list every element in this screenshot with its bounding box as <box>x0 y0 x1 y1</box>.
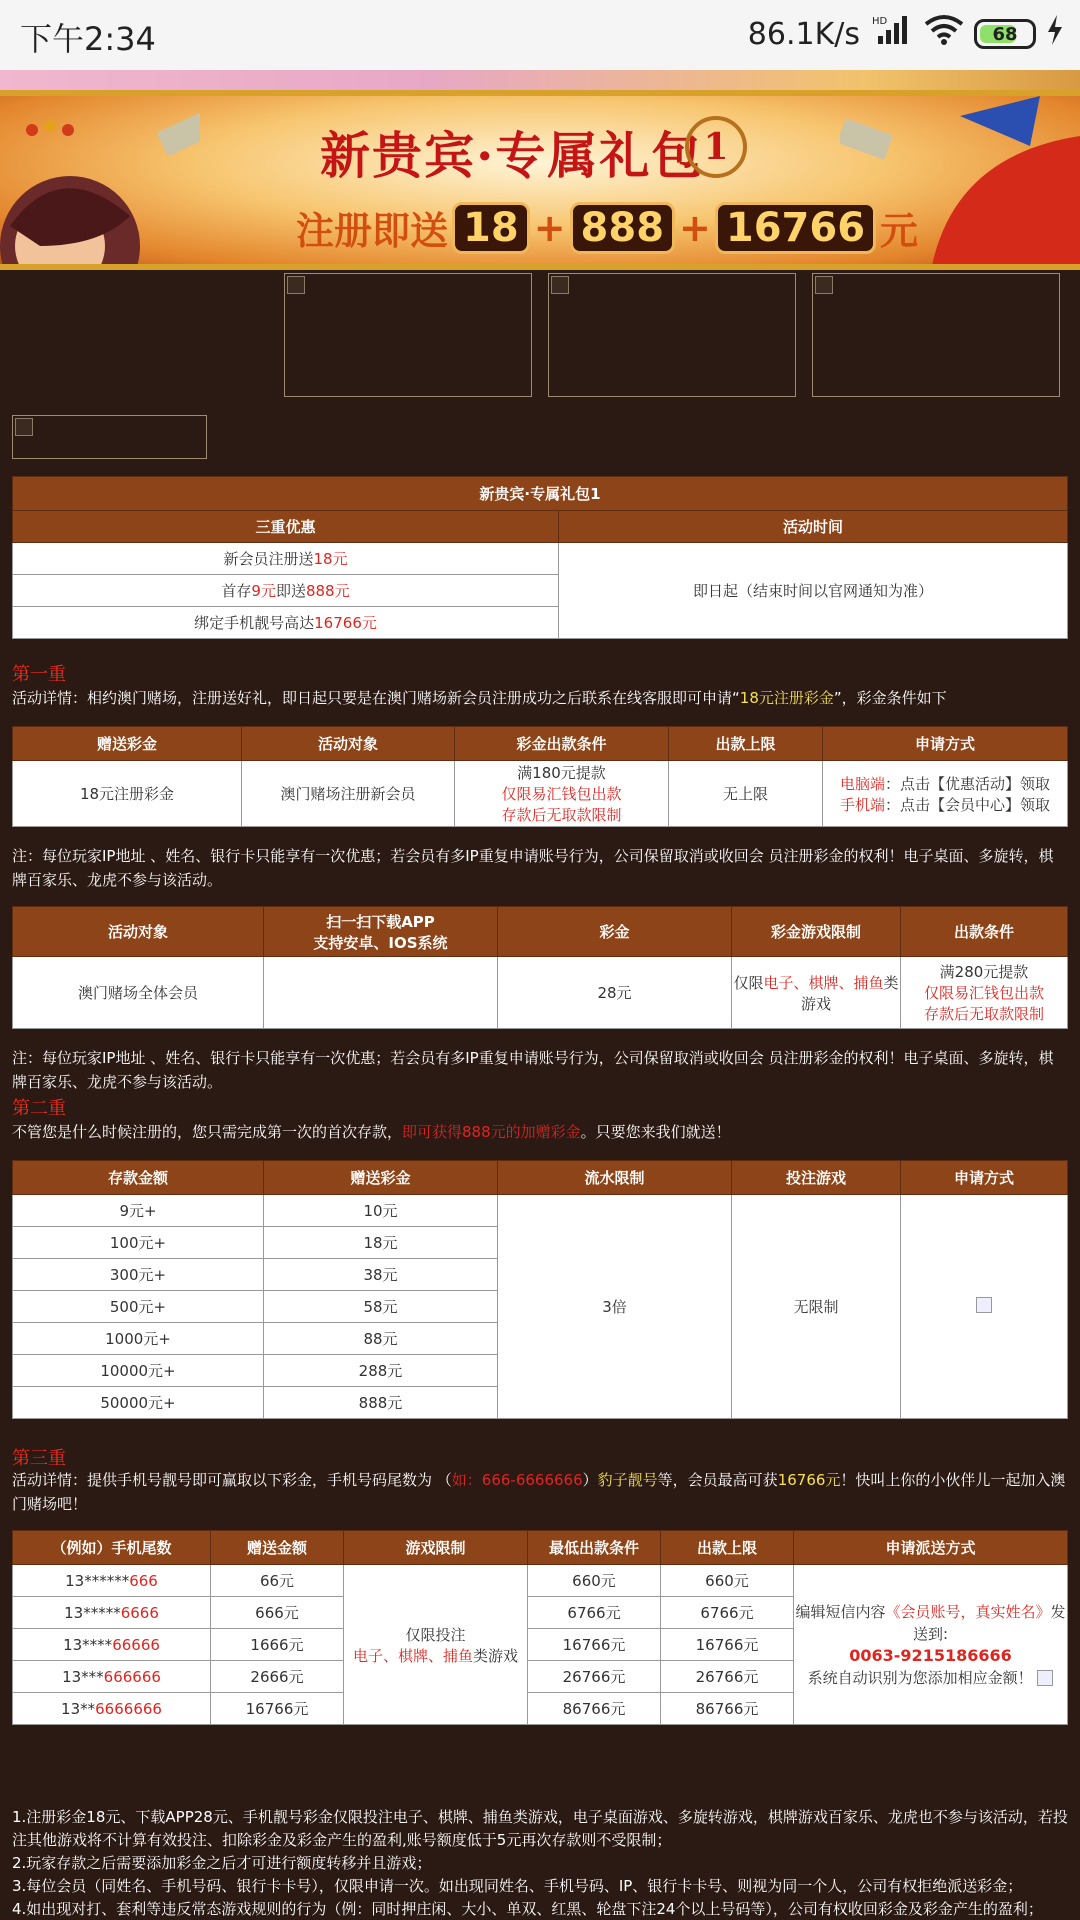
t4-header-min: 最低出款条件 <box>528 1531 661 1565</box>
t1-apply: 电脑端：点击【优惠活动】领取 手机端：点击【会员中心】领取 <box>823 761 1068 827</box>
t3-apply-image[interactable] <box>901 1195 1068 1419</box>
t3-header-flow: 流水限制 <box>498 1161 732 1195</box>
t3-header-bonus: 赠送彩金 <box>264 1161 498 1195</box>
t2-header-bonus: 彩金 <box>498 907 732 957</box>
t2-qr-code <box>264 957 498 1029</box>
summary-time: 即日起（结束时间以官网通知为准） <box>559 543 1068 639</box>
battery-icon <box>974 19 1036 49</box>
t4-header-amount: 赠送金额 <box>211 1531 344 1565</box>
t2-game-limit: 仅限电子、棋牌、捕鱼类游戏 <box>732 957 901 1029</box>
t1-limit: 无上限 <box>669 761 823 827</box>
t4-header-apply: 申请派送方式 <box>794 1531 1068 1565</box>
table-row: 9元+ 10元 3倍 无限制 <box>13 1195 1068 1227</box>
table-row: 13*****6666 666元 6766元 6766元 <box>13 1597 1068 1629</box>
banner-amount-1: 18 <box>452 202 530 254</box>
banner-top-strip <box>0 70 1080 90</box>
t2-bonus: 28元 <box>498 957 732 1029</box>
t2-header-target: 活动对象 <box>13 907 264 957</box>
t1-header-bonus: 赠送彩金 <box>13 727 242 761</box>
rule-item: 3.每位会员（同姓名、手机号码、银行卡卡号），仅限申请一次。如出现同姓名、手机号码、IP、银行卡卡号、则视为同一个人，公司有权拒绝派送彩金； <box>12 1877 1023 1895</box>
wifi-icon <box>924 14 964 54</box>
table-row: 13******666 66元 仅限投注 电子、棋牌、捕鱼类游戏 660元 660元 编辑短信内容《会员账号，真实姓名》发送到: 0063-9215186666 系统自动识别为您添加相应金额！ <box>13 1565 1068 1597</box>
summary-row-2: 首存9元即送888元 <box>13 575 559 607</box>
t3-flow: 3倍 <box>498 1195 732 1419</box>
section-2-title: 第二重 <box>12 1098 66 1119</box>
summary-title: 新贵宾·专属礼包1 <box>13 477 1068 511</box>
t3-game: 无限制 <box>732 1195 901 1419</box>
note-2: 注：每位玩家IP地址 、姓名、银行卡只能享有一次优惠；若会员有多IP重复申请账号行为，公司保留取消或收回会 员注册彩金的权利！电子桌面、多旋转，棋牌百家乐、龙虎不参与该活动。 <box>12 1049 1054 1091</box>
t4-header-limit: 出款上限 <box>661 1531 794 1565</box>
t2-header-game-limit: 彩金游戏限制 <box>732 907 901 957</box>
image-placeholder-1[interactable] <box>284 273 532 397</box>
section-3-title: 第三重 <box>12 1448 66 1469</box>
status-bar <box>0 0 1080 70</box>
status-time: 下午2:34 <box>20 20 156 58</box>
section-1-desc: 活动详情：相约澳门赌场，注册送好礼，即日起只要是在澳门赌场新会员注册成功之后联系在线客服即可申请“18元注册彩金”，彩金条件如下 <box>12 689 947 707</box>
network-speed: 86.1K/s <box>747 16 860 52</box>
rule-item: 4.如出现对打、套利等违反常态游戏规则的行为（例：同时押庄闲、大小、单双、红黑、轮盘下注24个以上号码等），公司有权收回彩金及彩金产生的盈利； <box>12 1900 1043 1918</box>
signal-icon <box>870 14 914 54</box>
svg-text:HD: HD <box>872 16 888 27</box>
image-placeholder-3[interactable] <box>812 273 1060 397</box>
section-3-desc: 活动详情：提供手机号靓号即可赢取以下彩金，手机号码尾数为 （如：666-6666666）豹子靓号等，会员最高可获16766元！快叫上你的小伙伴儿一起加入澳门赌场吧！ <box>12 1471 1066 1513</box>
banner-sub-suffix: 元 <box>880 209 919 253</box>
rule-item: 2.玩家存款之后需要添加彩金之后才可进行额度转移并且游戏； <box>12 1854 432 1872</box>
table-row: 13***666666 2666元 26766元 26766元 <box>13 1661 1068 1693</box>
table-row: 500元+ 58元 <box>13 1291 1068 1323</box>
app-bonus-table <box>12 906 1068 1029</box>
section-2-desc: 不管您是什么时候注册的，您只需完成第一次的首次存款，即可获得888元的加赠彩金。只要您来我们就送！ <box>12 1123 731 1141</box>
t1-bonus: 18元注册彩金 <box>13 761 242 827</box>
t3-header-game: 投注游戏 <box>732 1161 901 1195</box>
register-bonus-table <box>12 726 1068 827</box>
t2-header-condition: 出款条件 <box>901 907 1068 957</box>
banner-badge: 1 <box>685 116 747 178</box>
image-placeholder-2[interactable] <box>548 273 796 397</box>
table-row: 13**6666666 16766元 86766元 86766元 <box>13 1693 1068 1725</box>
banner-amount-3: 16766 <box>715 202 876 254</box>
rules-list <box>12 1806 1068 1920</box>
summary-table <box>12 476 1068 639</box>
summary-row-1: 新会员注册送18元 <box>13 543 559 575</box>
banner-amount-2: 888 <box>570 202 676 254</box>
t4-game-limit: 仅限投注 电子、棋牌、捕鱼类游戏 <box>344 1565 528 1725</box>
t1-header-condition: 彩金出款条件 <box>455 727 669 761</box>
t1-target: 澳门赌场注册新会员 <box>242 761 455 827</box>
banner-subtitle: 注册即送 18 + 888 + 16766 元 <box>296 200 918 255</box>
t1-header-apply: 申请方式 <box>823 727 1068 761</box>
banner-title: 新贵宾·专属礼包 <box>320 126 704 185</box>
deposit-bonus-table <box>12 1160 1068 1419</box>
note-1: 注：每位玩家IP地址 、姓名、银行卡只能享有一次优惠；若会员有多IP重复申请账号行为，公司保留取消或收回会 员注册彩金的权利！电子桌面、多旋转，棋牌百家乐、龙虎不参与该活动。 <box>12 847 1054 889</box>
section-1-title: 第一重 <box>12 664 66 685</box>
status-icons <box>748 14 1064 54</box>
phone-number-table <box>12 1530 1068 1725</box>
cartoon-character-left <box>0 96 200 270</box>
t1-header-target: 活动对象 <box>242 727 455 761</box>
rule-item: 1.注册彩金18元、下载APP28元、手机靓号彩金仅限投注电子、棋牌、捕鱼类游戏，电子桌面游戏、多旋转游戏，棋牌游戏百家乐、龙虎也不参与该活动，若投注其他游戏将不计算有效投注、扣除彩金及彩金产生的盈利,账号额度低于5元再次存款则不受限制； <box>12 1808 1068 1849</box>
t2-condition: 满280元提款 仅限易汇钱包出款 存款后无取款限制 <box>901 957 1068 1029</box>
t4-header-game: 游戏限制 <box>344 1531 528 1565</box>
t3-header-deposit: 存款金额 <box>13 1161 264 1195</box>
t3-header-apply: 申请方式 <box>901 1161 1068 1195</box>
table-row: 50000元+ 888元 <box>13 1387 1068 1419</box>
t4-header-tail: （例如）手机尾数 <box>13 1531 211 1565</box>
banner-sub-prefix: 注册即送 <box>296 209 449 253</box>
t2-target: 澳门赌场全体会员 <box>13 957 264 1029</box>
sms-phone-number: 0063-9215186666 <box>849 1645 1012 1665</box>
summary-header-offers: 三重优惠 <box>13 511 559 543</box>
t1-header-limit: 出款上限 <box>669 727 823 761</box>
battery-level: 68 <box>992 23 1018 45</box>
table-row: 13****66666 1666元 16766元 16766元 <box>13 1629 1068 1661</box>
summary-row-3: 绑定手机靓号高达16766元 <box>13 607 559 639</box>
t1-condition: 满180元提款 仅限易汇钱包出款 存款后无取款限制 <box>455 761 669 827</box>
image-placeholder-4[interactable] <box>12 415 207 459</box>
table-row: 1000元+ 88元 <box>13 1323 1068 1355</box>
table-row: 100元+ 18元 <box>13 1227 1068 1259</box>
t4-apply: 编辑短信内容《会员账号，真实姓名》发送到: 0063-9215186666 系统自动识别为您添加相应金额！ <box>794 1565 1068 1725</box>
table-row: 300元+ 38元 <box>13 1259 1068 1291</box>
apply-image-icon <box>1037 1670 1053 1686</box>
promo-banner[interactable] <box>0 90 1080 270</box>
summary-header-time: 活动时间 <box>559 511 1068 543</box>
charging-icon <box>1046 15 1064 53</box>
table-row: 10000元+ 288元 <box>13 1355 1068 1387</box>
t2-header-app: 扫一扫下载APP 支持安卓、IOS系统 <box>264 907 498 957</box>
